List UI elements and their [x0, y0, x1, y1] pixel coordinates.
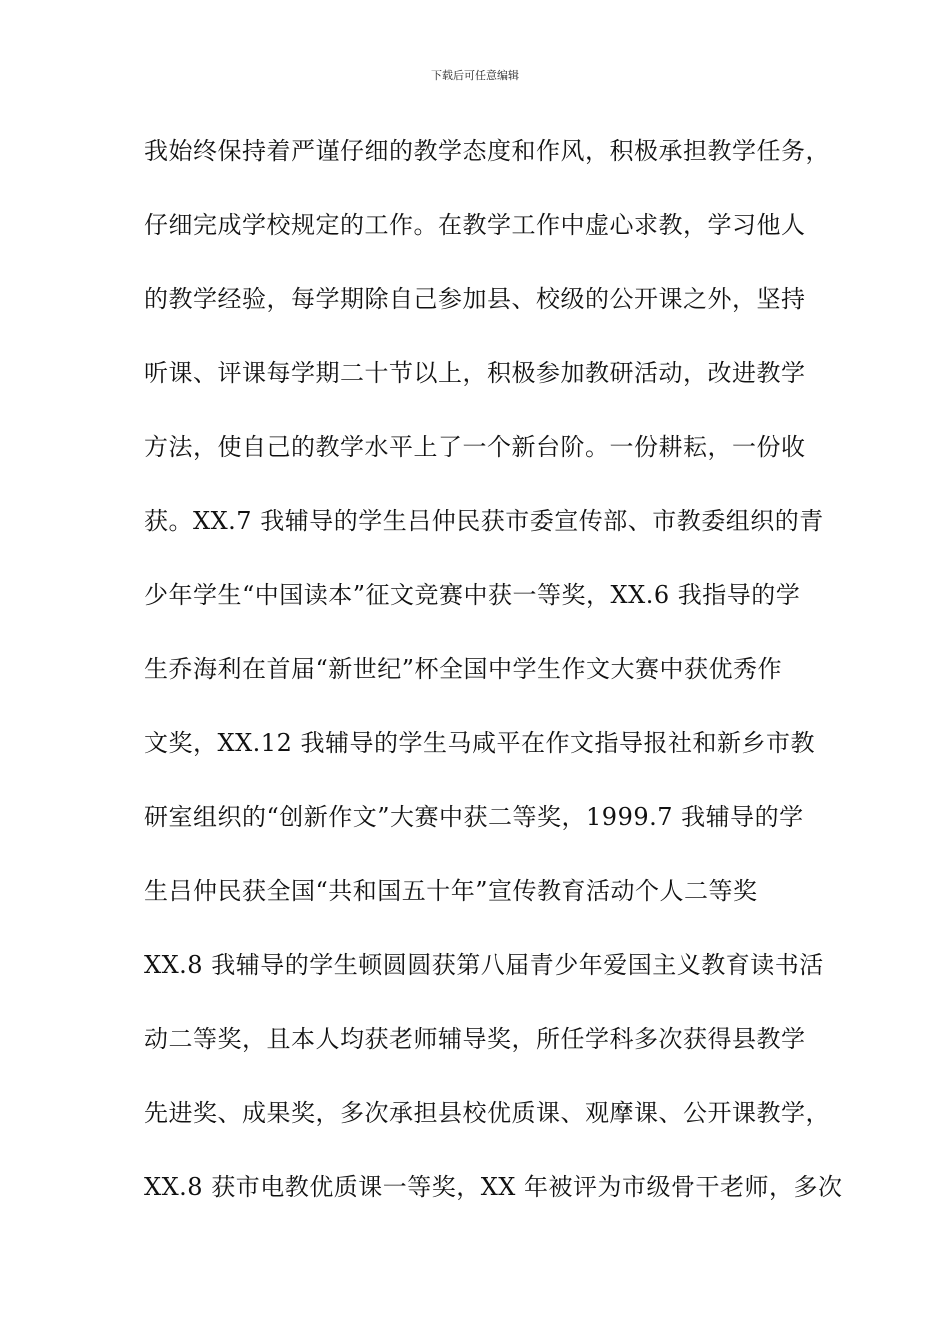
text-line: 我始终保持着严谨仔细的教学态度和作风，积极承担教学任务， [144, 137, 830, 165]
text-line: XX.8 获市电教优质课一等奖，XX 年被评为市级骨干老师，多次 [144, 1173, 843, 1201]
text-line: 听课、评课每学期二十节以上，积极参加教研活动，改进教学 [144, 359, 806, 387]
text-line: 生乔海利在首届“新世纪”杯全国中学生作文大赛中获优秀作 [144, 655, 783, 683]
text-line: XX.8 我辅导的学生顿圆圆获第八届青少年爱国主义教育读书活 [144, 951, 824, 979]
text-line: 文奖，XX.12 我辅导的学生马咸平在作文指导报社和新乡市教 [144, 729, 815, 757]
text-line: 方法，使自己的教学水平上了一个新台阶。一份耕耘，一份收 [144, 433, 806, 461]
page-header: 下载后可任意编辑 [431, 69, 519, 82]
text-line: 生吕仲民获全国“共和国五十年”宣传教育活动个人二等奖 [144, 877, 758, 905]
text-line: 少年学生“中国读本”征文竞赛中获一等奖，XX.6 我指导的学 [144, 581, 801, 609]
text-line: 研室组织的“创新作文”大赛中获二等奖，1999.7 我辅导的学 [144, 803, 804, 831]
text-line: 仔细完成学校规定的工作。在教学工作中虚心求教，学习他人 [144, 211, 806, 239]
text-line: 动二等奖，且本人均获老师辅导奖，所任学科多次获得县教学 [144, 1025, 806, 1053]
text-line: 获。XX.7 我辅导的学生吕仲民获市委宣传部、市教委组织的青 [144, 507, 824, 535]
body-text [144, 130, 843, 1240]
text-line: 的教学经验，每学期除自己参加县、校级的公开课之外，坚持 [144, 285, 806, 313]
text-line: 先进奖、成果奖，多次承担县校优质课、观摩课、公开课教学， [144, 1099, 830, 1127]
